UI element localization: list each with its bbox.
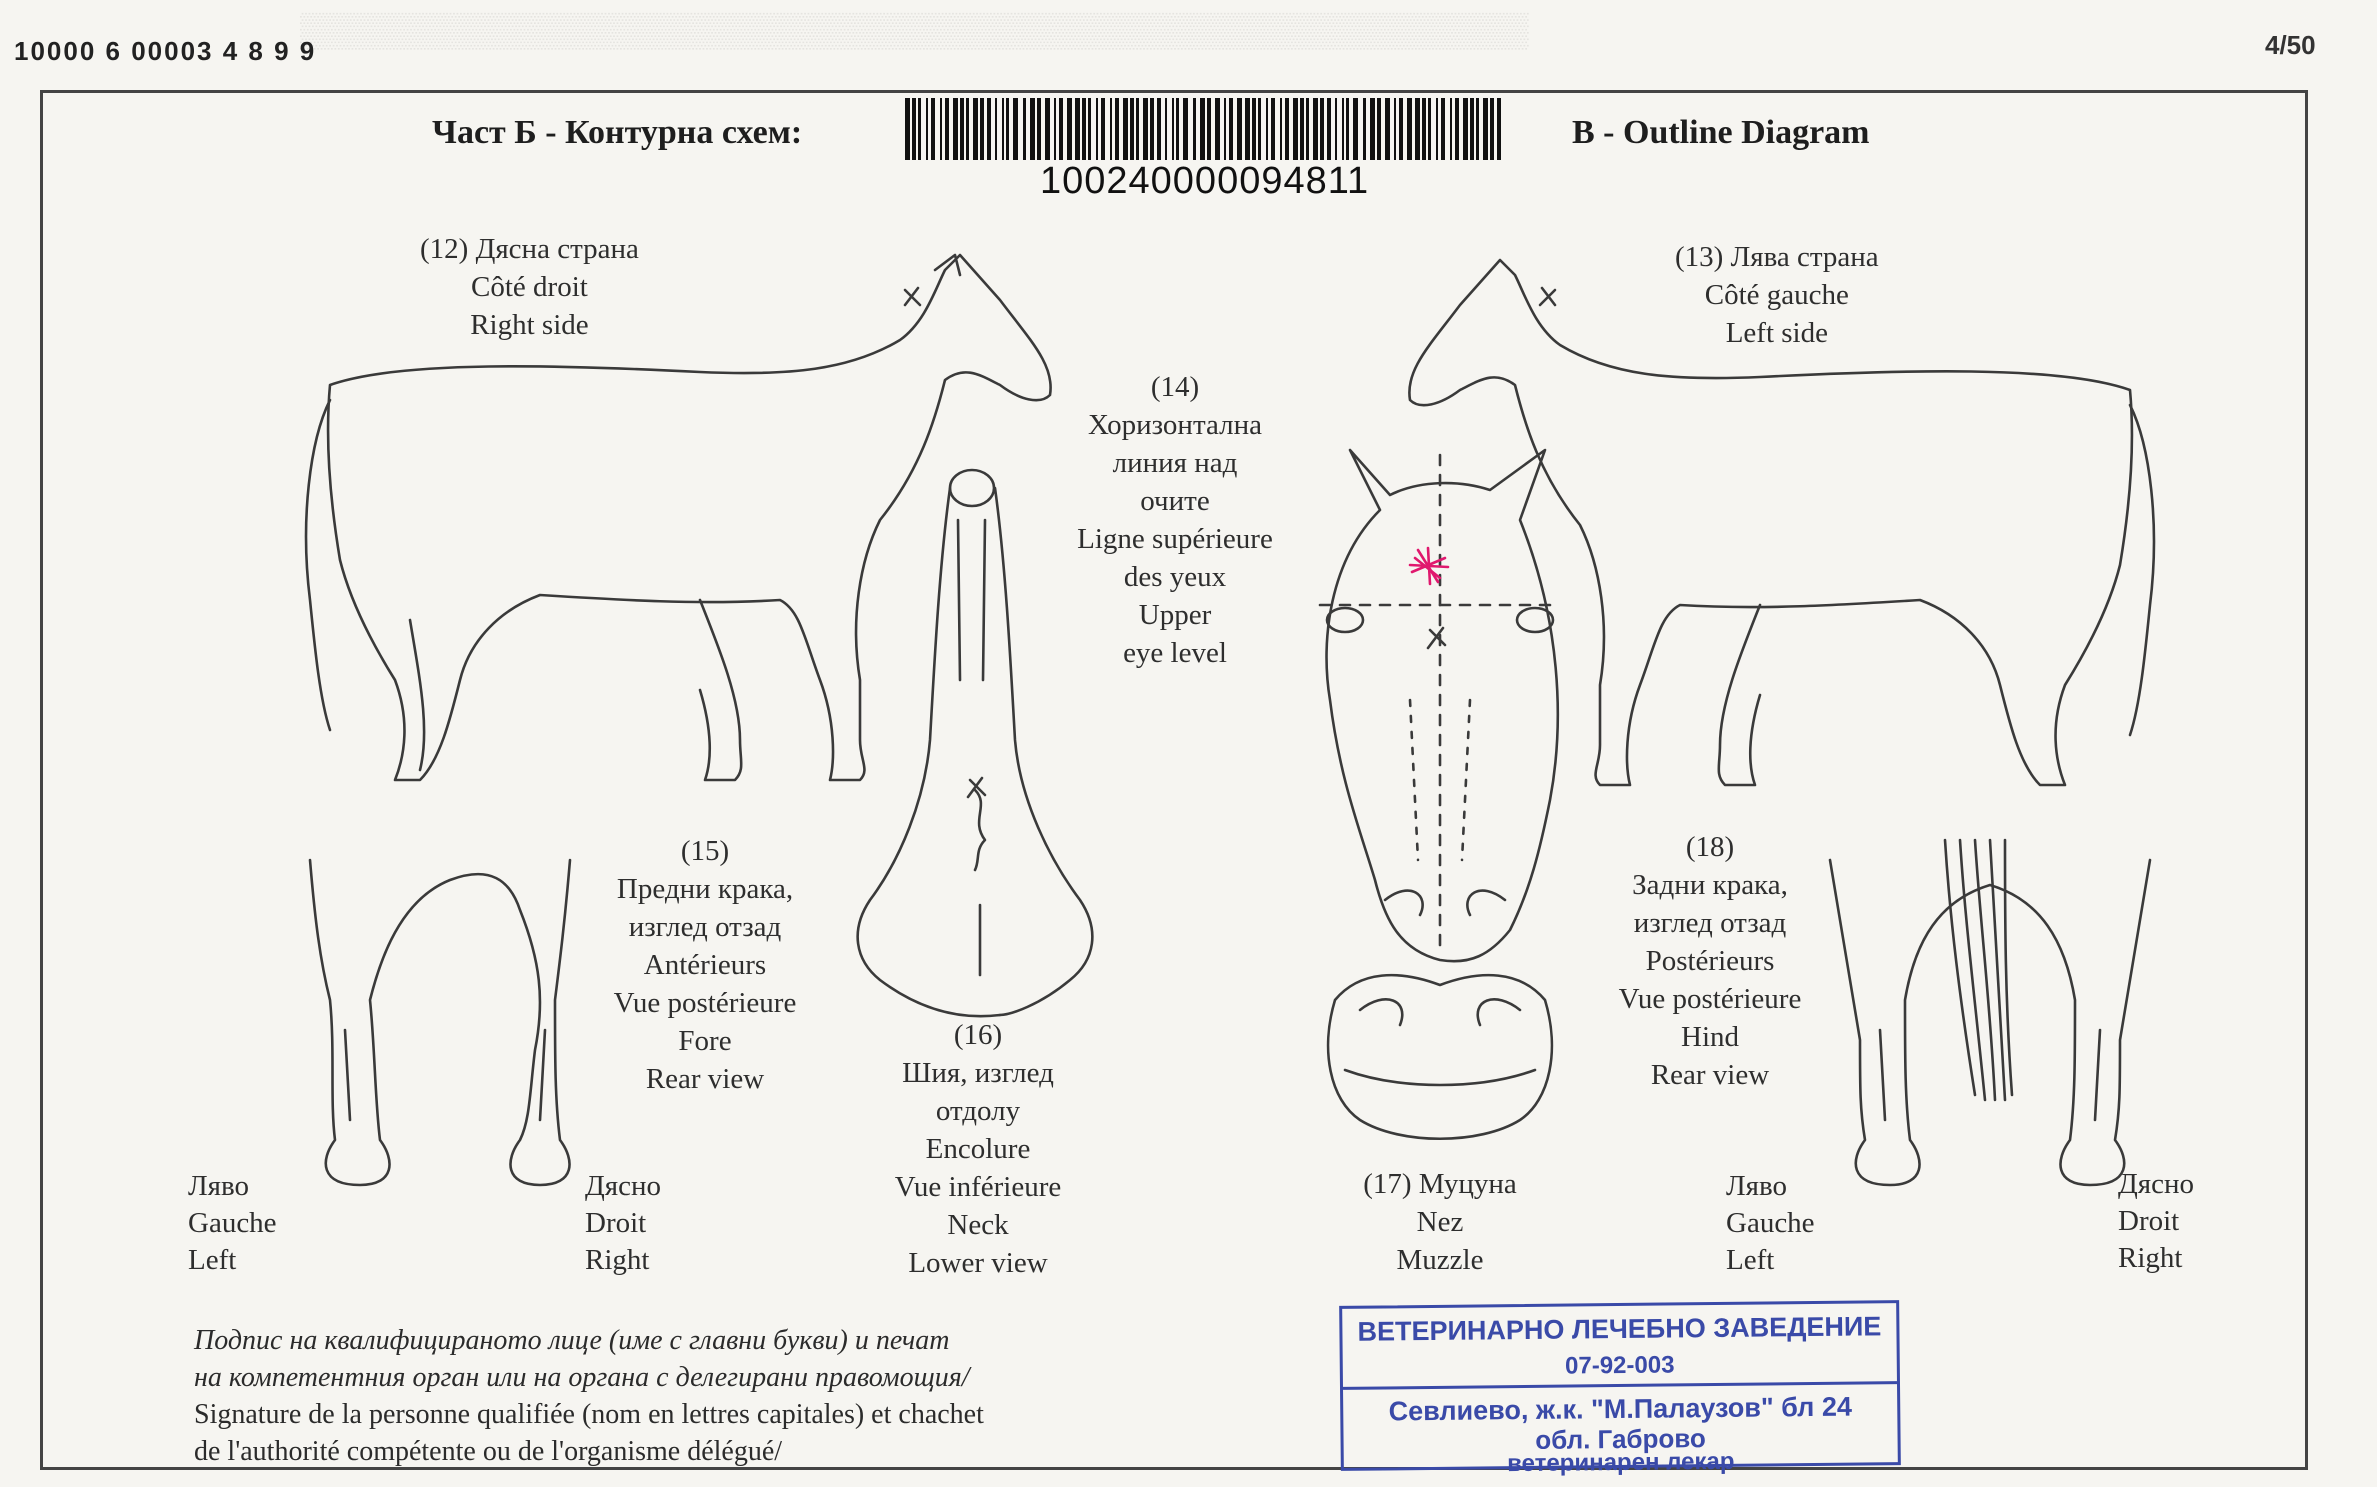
label-fore-right-bg: Дясно	[585, 1170, 662, 1202]
label-neck-en1: Neck	[947, 1209, 1009, 1241]
signature-line-bg1: Подпис на квалифицираното лице (име с главни букви) и печат	[194, 1325, 950, 1356]
label-neck-bg1: Шия, изглед	[902, 1057, 1054, 1089]
label-eye-level-en1: Upper	[1138, 599, 1212, 631]
muzzle-drawing	[1328, 975, 1552, 1139]
label-fore-legs	[590, 832, 820, 1098]
fore-legs-rear-view-drawing	[310, 860, 570, 1185]
label-right-side-fr: Côté droit	[471, 271, 588, 303]
label-neck-fr1: Encolure	[925, 1133, 1031, 1165]
label-hind-left-en: Left	[1726, 1244, 1775, 1276]
label-neck-fr2: Vue inférieure	[894, 1171, 1062, 1203]
label-muzzle-bg: (17) Муцуна	[1363, 1168, 1517, 1200]
stamp-line-4: обл. Габрово	[1535, 1423, 1706, 1455]
stamp-divider	[1343, 1381, 1897, 1390]
label-eye-level-bg1: Хоризонтална	[1088, 409, 1262, 441]
label-hind-legs-en2: Rear view	[1650, 1059, 1770, 1091]
label-hind-legs-bg2: изглед отзад	[1633, 907, 1787, 939]
label-fore-left-en: Left	[188, 1244, 237, 1276]
section-title-en: B - Outline Diagram	[1572, 114, 1870, 151]
label-hind-legs	[1595, 828, 1825, 1094]
label-fore-legs-num: (15)	[680, 835, 730, 867]
signature-block	[194, 1322, 984, 1470]
barcode-number: 100240000094811	[1040, 160, 1370, 202]
label-hind-right-fr: Droit	[2118, 1205, 2180, 1237]
label-neck	[868, 1016, 1088, 1282]
page-number: 4/50	[2265, 30, 2316, 60]
signature-line-bg2: на компетентния орган или на органа с делегирани правомощия/	[194, 1362, 970, 1393]
stamp-line-5: ветеринарен лекар	[1507, 1447, 1735, 1478]
signature-line-fr1: Signature de la personne qualifiée (nom en lettres capitales) et chachet	[194, 1399, 984, 1430]
document-serial-number: 10000 6 00003 4 8 9 9	[14, 36, 317, 66]
hind-legs-rear-view-drawing	[1830, 840, 2150, 1185]
label-fore-legs-en2: Rear view	[645, 1063, 765, 1095]
label-fore-left	[188, 1168, 277, 1279]
section-title-bg: Част Б - Контурна схем:	[432, 114, 803, 151]
label-muzzle-fr: Nez	[1416, 1206, 1464, 1238]
label-hind-right	[2118, 1166, 2194, 1277]
whorl-marking-icon	[1410, 548, 1448, 584]
label-hind-legs-bg1: Задни крака,	[1632, 869, 1788, 901]
stamp-line-3: Севлиево, ж.к. "М.Палаузов" бл 24	[1388, 1391, 1853, 1427]
label-fore-legs-bg2: изглед отзад	[628, 911, 782, 943]
label-eye-level	[1055, 368, 1295, 672]
label-hind-right-en: Right	[2118, 1242, 2183, 1274]
label-right-side-en: Right side	[470, 309, 589, 341]
label-hind-right-bg: Дясно	[2118, 1168, 2195, 1200]
label-neck-en2: Lower view	[908, 1247, 1048, 1279]
head-front-view-drawing	[1320, 450, 1558, 961]
label-left-side-en: Left side	[1725, 317, 1828, 349]
label-hind-legs-fr1: Postérieurs	[1645, 945, 1775, 977]
label-fore-left-fr: Gauche	[188, 1207, 277, 1239]
label-right-side-bg: (12) Дясна страна	[420, 233, 639, 265]
label-fore-right	[585, 1168, 661, 1279]
horse-right-side-drawing	[306, 255, 1051, 780]
label-left-side	[1675, 238, 1879, 352]
label-hind-legs-fr2: Vue postérieure	[1618, 983, 1802, 1015]
bleed-through-text: ▒▒▒▒▒▒▒▒▒▒▒▒▒▒▒▒▒▒▒▒▒▒▒▒▒▒▒▒▒▒▒▒▒▒▒▒▒▒▒▒▒▒▒▒▒▒▒▒▒▒▒	[300, 12, 1529, 49]
stamp-line-2: 07-92-003	[1564, 1351, 1675, 1380]
label-muzzle	[1310, 1165, 1570, 1279]
label-left-side-bg: (13) Лява страна	[1675, 241, 1879, 273]
label-fore-legs-fr2: Vue postérieure	[613, 987, 797, 1019]
label-eye-level-bg2: линия над	[1112, 447, 1238, 479]
label-fore-legs-fr1: Antérieurs	[643, 949, 767, 981]
label-fore-legs-bg1: Предни крака,	[616, 873, 794, 905]
label-hind-left-fr: Gauche	[1726, 1207, 1815, 1239]
label-fore-right-fr: Droit	[585, 1207, 647, 1239]
label-right-side	[420, 230, 639, 344]
label-hind-legs-en1: Hind	[1681, 1021, 1739, 1053]
label-muzzle-en: Muzzle	[1396, 1244, 1484, 1276]
label-eye-level-en2: eye level	[1123, 637, 1227, 669]
label-hind-left	[1726, 1168, 1815, 1279]
signature-line-fr2: de l'authorité compétente ou de l'organisme délégué/	[194, 1436, 783, 1467]
label-hind-legs-num: (18)	[1685, 831, 1735, 863]
label-fore-legs-en1: Fore	[678, 1025, 732, 1057]
veterinary-stamp	[1339, 1300, 1901, 1478]
label-hind-left-bg: Ляво	[1726, 1170, 1788, 1202]
label-left-side-fr: Côté gauche	[1704, 279, 1849, 311]
label-neck-num: (16)	[953, 1019, 1003, 1051]
label-fore-left-bg: Ляво	[188, 1170, 250, 1202]
stamp-line-1: ВЕТЕРИНАРНО ЛЕЧЕБНО ЗАВЕДЕНИЕ	[1357, 1311, 1882, 1347]
label-eye-level-fr2: des yeux	[1123, 561, 1227, 593]
label-eye-level-num: (14)	[1150, 371, 1200, 403]
label-fore-right-en: Right	[585, 1244, 650, 1276]
label-eye-level-fr1: Ligne supérieure	[1077, 523, 1273, 555]
label-neck-bg2: отдолу	[935, 1095, 1021, 1127]
label-eye-level-bg3: очите	[1140, 485, 1210, 517]
